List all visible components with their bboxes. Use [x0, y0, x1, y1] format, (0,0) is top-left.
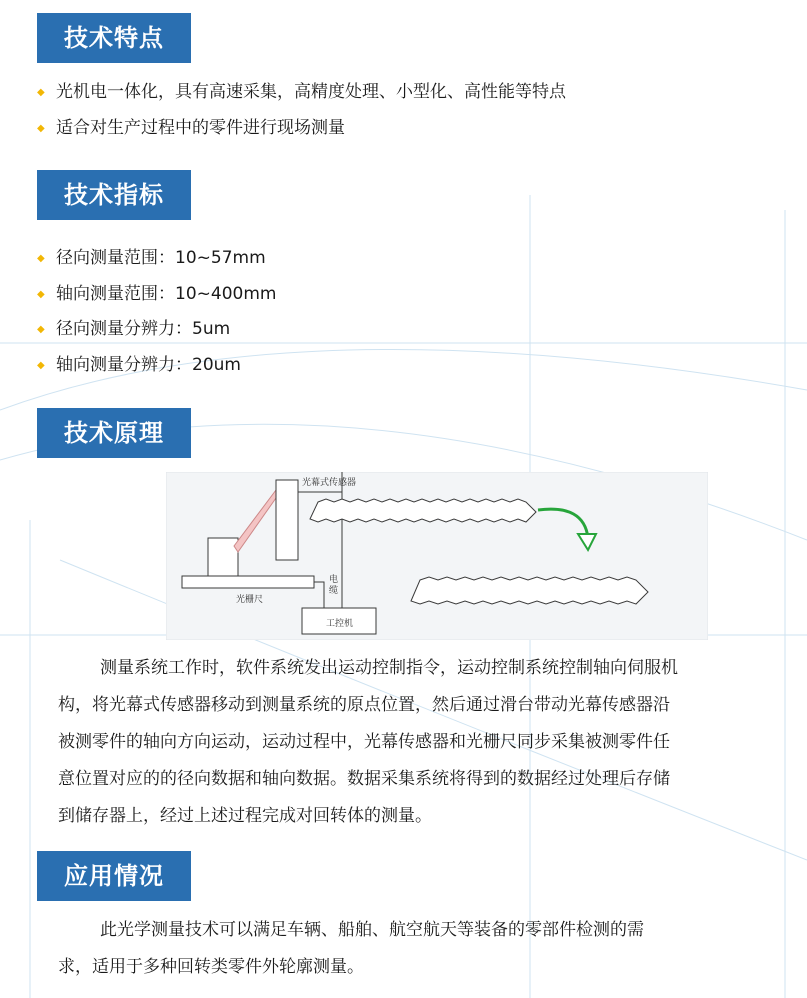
application-paragraph [58, 912, 778, 986]
list-item: ◆ 光机电一体化，具有高速采集，高精度处理、小型化、高性能等特点 [37, 75, 566, 111]
paragraph-line: 被测零件的轴向方向运动，运动过程中，光幕传感器和光栅尺同步采集被测零件任 [58, 732, 670, 752]
principle-diagram [166, 472, 708, 640]
list-item: ◆ 适合对生产过程中的零件进行现场测量 [37, 111, 566, 147]
list-item: ◆ 轴向测量分辨力：20um [37, 348, 276, 384]
diamond-bullet-icon: ◆ [37, 288, 45, 300]
section-title-principle: 技术原理 [37, 408, 191, 458]
diamond-bullet-icon: ◆ [37, 253, 45, 264]
sensor-block [208, 538, 238, 576]
section-title-application: 应用情况 [37, 851, 191, 901]
diamond-bullet-icon: ◆ [37, 359, 45, 371]
sensor-column [276, 480, 298, 560]
cable-label-1: 电 [329, 575, 339, 585]
principle-paragraph [58, 650, 778, 835]
list-item: ◆ 轴向测量范围：10~400mm [37, 277, 276, 313]
part-before [310, 499, 536, 522]
diamond-bullet-icon: ◆ [37, 122, 45, 134]
list-item: ◆ 径向测量分辨力：5um [37, 312, 276, 348]
paragraph-line: 意位置对应的的径向数据和轴向数据。数据采集系统将得到的数据经过处理后存储 [58, 769, 670, 789]
grating-base [182, 576, 314, 588]
specs-list [37, 241, 276, 383]
grating-label: 光栅尺 [236, 595, 264, 605]
list-item: ◆ 径向测量范围：10~57mm [37, 241, 276, 277]
section-title-features: 技术特点 [37, 13, 191, 63]
diamond-bullet-icon: ◆ [37, 324, 45, 335]
computer-label: 工控机 [326, 619, 354, 629]
features-list [37, 75, 566, 146]
part-after [411, 577, 648, 604]
paragraph-line: 求，适用于多种回转类零件外轮廓测量。 [58, 957, 364, 977]
paragraph-line: 测量系统工作时，软件系统发出运动控制指令，运动控制系统控制轴向伺服机 [100, 658, 678, 678]
section-title-specs: 技术指标 [37, 170, 191, 220]
paragraph-line: 此光学测量技术可以满足车辆、船舶、航空航天等装备的零部件检测的需 [100, 920, 644, 940]
sensor-label: 光幕式传感器 [302, 478, 357, 488]
diamond-bullet-icon: ◆ [37, 87, 45, 98]
paragraph-line: 构，将光幕式传感器移动到测量系统的原点位置，然后通过滑台带动光幕传感器沿 [58, 695, 670, 715]
cable-label-2: 缆 [329, 586, 339, 596]
paragraph-line: 到储存器上，经过上述过程完成对回转体的测量。 [58, 806, 432, 826]
